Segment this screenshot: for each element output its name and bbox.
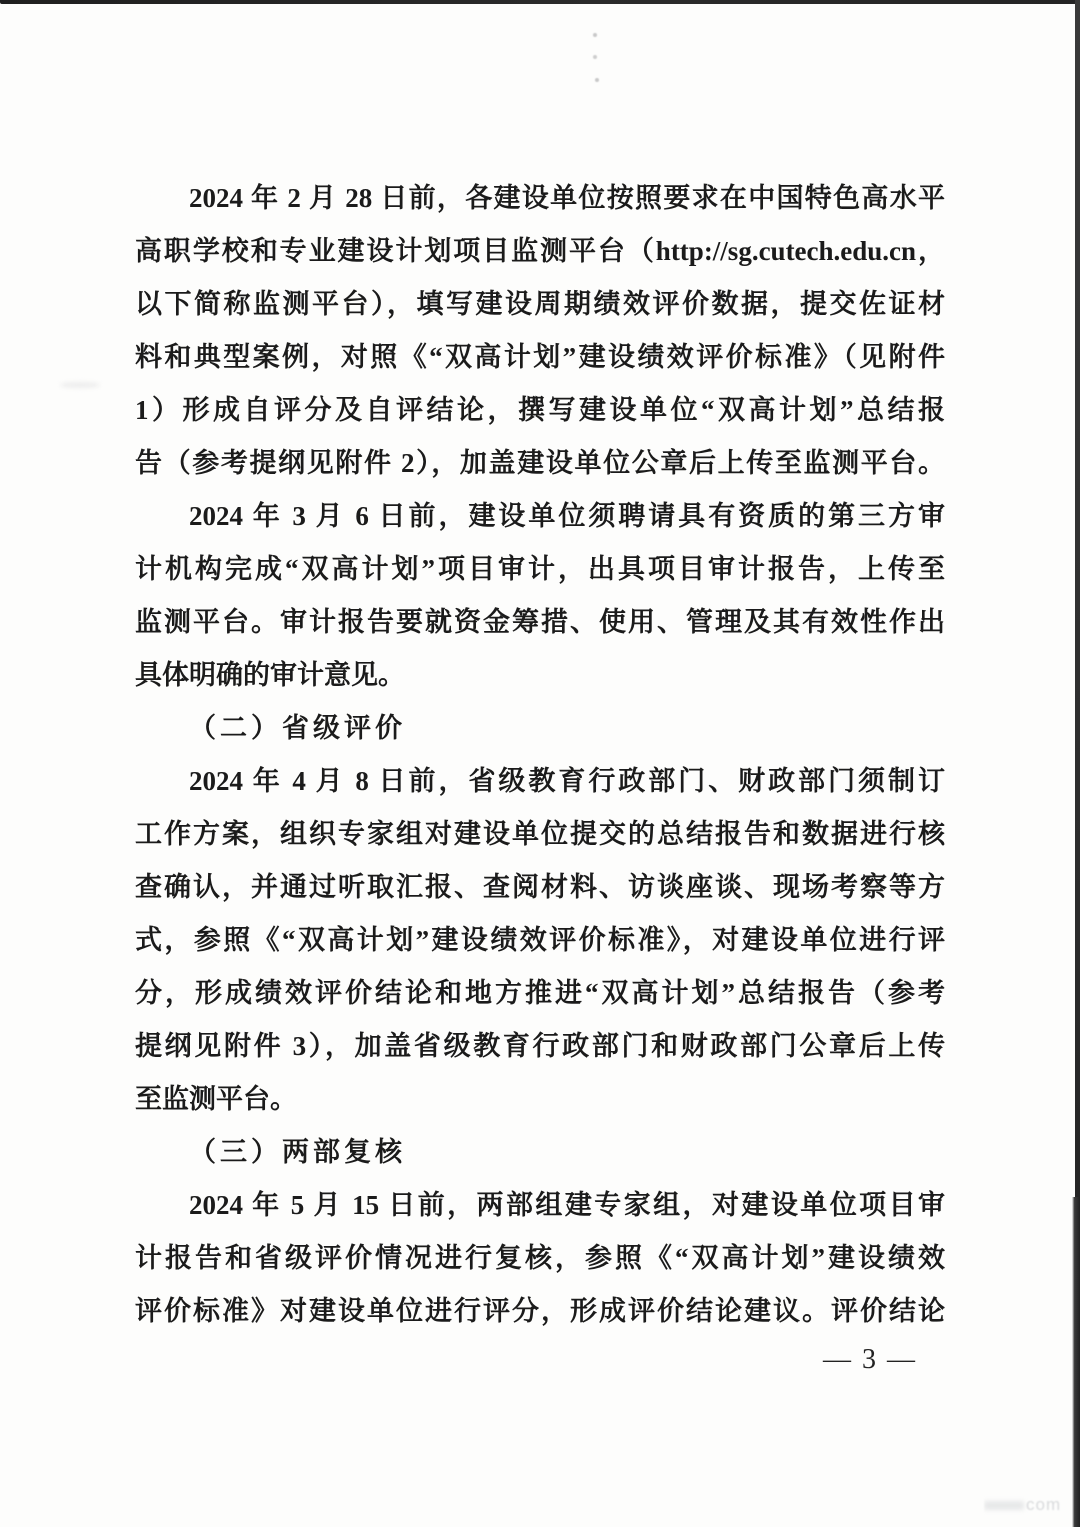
text-line-content: 评价标准》对建设单位进行评分，形成评价结论建议。评价结论 (135, 1296, 945, 1326)
document-body (135, 172, 945, 1338)
text-line-content: 2024 年 4 月 8 日前，省级教育行政部门、财政部门须制订 (189, 766, 945, 796)
text-line-content: （二）省级评价 (189, 713, 406, 743)
text-line-content: 式，参照《“双高计划”建设绩效评价标准》，对建设单位进行评 (135, 925, 945, 955)
text-line (135, 543, 945, 596)
text-line-content: 查确认，并通过听取汇报、查阅材料、访谈座谈、现场考察等方 (135, 872, 945, 902)
text-line-content: 2024 年 5 月 15 日前，两部组建专家组，对建设单位项目审 (189, 1190, 945, 1220)
text-line-content: 工作方案，组织专家组对建设单位提交的总结报告和数据进行核 (135, 819, 945, 849)
text-line (135, 1285, 945, 1338)
text-line-content: 高职学校和专业建设计划项目监测平台（http://sg.cutech.edu.cn， (135, 236, 945, 266)
text-line (135, 1232, 945, 1285)
text-line (135, 490, 945, 543)
text-line (135, 596, 945, 649)
page-number: — 3 — (823, 1344, 917, 1375)
text-line (135, 702, 945, 755)
text-line (135, 384, 945, 437)
text-line-content: 具体明确的审计意见。 (135, 660, 405, 690)
scan-top-border-line (0, 0, 1080, 4)
text-line-content: 以下简称监测平台），填写建设周期绩效评价数据，提交佐证材 (135, 289, 945, 319)
text-line-content: 计机构完成“双高计划”项目审计，出具项目审计报告，上传至 (135, 554, 945, 584)
watermark-text: com (1026, 1495, 1062, 1514)
scan-right-border-shadow (1072, 1197, 1080, 1527)
text-line-content: 监测平台。审计报告要就资金筹措、使用、管理及其有效性作出 (135, 607, 945, 637)
watermark-artifact (984, 1495, 1076, 1515)
text-line-content: 提纲见附件 3），加盖省级教育行政部门和财政部门公章后上传 (135, 1031, 945, 1061)
text-line-content: 至监测平台。 (135, 1084, 297, 1114)
text-line (135, 808, 945, 861)
text-line (135, 331, 945, 384)
text-line-content: 1）形成自评分及自评结论，撰写建设单位“双高计划”总结报 (135, 395, 945, 425)
text-line (135, 1073, 945, 1126)
text-line (135, 967, 945, 1020)
text-line (135, 437, 945, 490)
text-line (135, 172, 945, 225)
text-line-content: 告（参考提纲见附件 2），加盖建设单位公章后上传至监测平台。 (135, 448, 945, 478)
text-line-content: 料和典型案例，对照《“双高计划”建设绩效评价标准》（见附件 (135, 342, 945, 372)
text-line-content: 分，形成绩效评价结论和地方推进“双高计划”总结报告（参考 (135, 978, 945, 1008)
text-line (135, 861, 945, 914)
text-line-content: 计报告和省级评价情况进行复核，参照《“双高计划”建设绩效 (135, 1243, 945, 1273)
scan-dots-artifact (593, 33, 597, 37)
text-line (135, 278, 945, 331)
text-line-content: 2024 年 3 月 6 日前，建设单位须聘请具有资质的第三方审 (189, 501, 945, 531)
text-line (135, 649, 945, 702)
text-line-content: 2024 年 2 月 28 日前，各建设单位按照要求在中国特色高水平 (189, 183, 945, 213)
text-line (135, 755, 945, 808)
text-line (135, 1020, 945, 1073)
scan-smudge-artifact (60, 382, 100, 388)
text-line (135, 914, 945, 967)
text-line-content: （三）两部复核 (189, 1137, 406, 1167)
text-line (135, 1126, 945, 1179)
text-line (135, 225, 945, 278)
text-line (135, 1179, 945, 1232)
